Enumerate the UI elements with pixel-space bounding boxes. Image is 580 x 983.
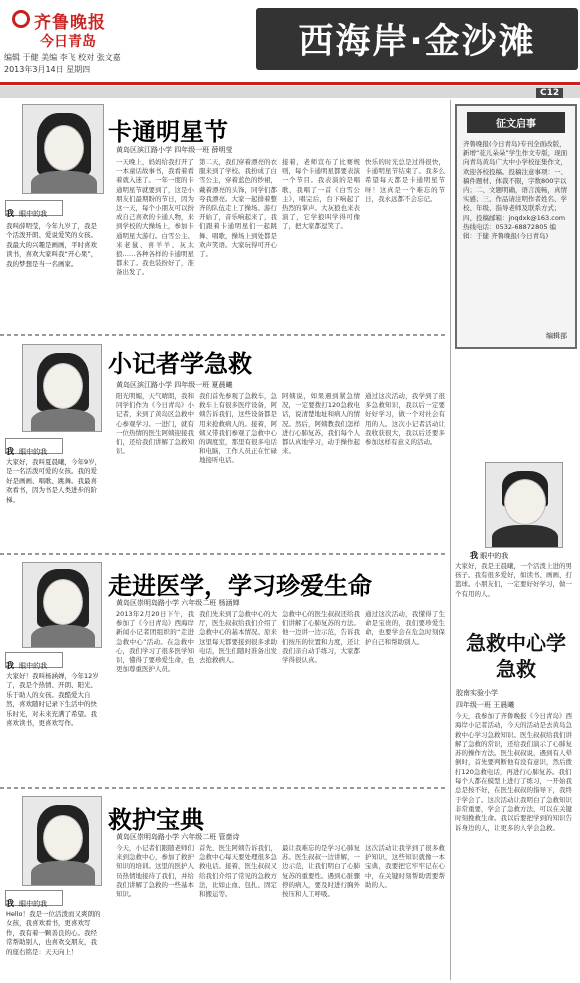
article-3-self-desc: 大家好！我叫杨涵婵，今年12岁了，我是个热情、开朗、阳光、乐于助人的女孩。我酷爱大自然，喜欢随时记录下生活中的快乐时光，对未来充满了希望。我喜欢读书，更喜欢写作。 [6,672,99,728]
logo-text: 齐鲁晚报 [34,13,106,33]
article-1-col-1: 一天晚上，妈妈给我打开了一本童话故事书，我看着看着就入迷了。一年一度的卡通明星节就要到了，这是小朋友们最期盼的节日，因为这一天，每个小朋友可以扮成自己喜欢的卡通人物，来到学校的大操场上，参加卡通明星大游行。白雪公主、米老鼠、喜羊羊、灰太狼……各种各样的卡通明星都来了。我也装扮好了，准备出发了。 [116,158,194,277]
article-4-title: 救护宝典 [108,806,204,834]
sidebar-article-byline-2: 四年级一班 王晨曦 [456,701,515,709]
article-1-self-desc: 我叫薛明莹，今年九岁了，我是个活泼开朗、爱说爱笑的女孩。我最大的兴趣是画画，平时喜欢读书，喜欢大家叫我“开心果”，我的梦想是当一名画家。 [6,222,98,268]
sidebar-article-text: 今天，我参加了齐鲁晚报《今日青岛》西海岸小记者活动，今天的活动是去黄岛急救中心学习急救知识。医生叔叔给我们讲解了急救的常识，还给我们演示了心肺复苏的操作方法。医生叔叔说，遇到有人晕倒时，首先要判断他有没有意识，然后拨打120急救电话，再进行心肺复苏。我们每个人都在模型上进行了练习，一开始我总是按不好，在医生叔叔的指导下，我终于学会了。这次活动让我明白了急救知识非常重要，学会了急救方法，可以在关键时刻挽救生命。我以后要把学到的知识告诉身边的人，让更多的人学会急救。 [455,712,572,832]
article-1-byline: 黄岛区滨江路小学 四年级一班 薛明莹 [116,146,233,154]
header-rule [0,82,580,85]
sidebar-article-title: 急救中心学急救 [466,631,566,681]
article-4-byline: 黄岛区崇明岛路小学 六年级二班 管啬诗 [116,833,240,841]
article-2-me-badge: 我 眼中的我 [5,438,63,454]
article-divider [0,787,448,789]
article-1-title: 卡通明星节 [108,118,228,146]
article-1-me-badge: 我 眼中的我 [5,200,63,216]
article-divider [0,553,448,555]
banner-title: 西海岸·金沙滩 [298,22,536,62]
logo-emblem-icon [12,10,30,28]
sidebar-self-desc: 大家好，我是王晨曦，一个活泼上进的男孩子。我有很多爱好，如读书、画画、打篮球。小朋友们，一定要好好学习，做一个有用的人。 [455,562,572,598]
article-2-col-4: 通过这次活动，我学到了很多急救知识，我以后一定要好好学习，做一个对社会有用的人。这次小记者活动让我收获很大，我以后还要多参加这样有意义的活动。 [365,392,445,447]
article-1-col-3: 接着，老师宣布了比赛规则，每个卡通明星都要表演一个节目。我表演的是唱歌，我唱了一首《白雪公主》，唱完后，台下响起了热烈的掌声。大灰狼也来表演了，它学狼叫学得可像了，把大家都逗笑了。 [282,158,360,231]
article-2-byline: 黄岛区滨江路小学 四年级一班 夏晨曦 [116,381,233,389]
article-divider [0,334,448,336]
sidebar-me-badge: 我 眼中的我 [470,551,509,560]
notice-sign: 编辑部 [546,332,567,340]
article-3-col-4: 通过这次活动，我懂得了生命是宝贵的，我们要珍爱生命，也要学会在危急时刻保护自己和帮助别人。 [365,610,445,646]
newspaper-logo [8,6,118,32]
article-3-byline: 黄岛区崇明岛路小学 六年级二班 杨涵婵 [116,599,240,607]
article-2-col-3: 阿姨说，如果遇到紧急情况，一定要拨打120急救电话，说清楚地址和病人的情况。然后，阿姨教我们怎样进行心肺复苏，我们每个人都认真地学习，动手操作起来。 [282,392,360,456]
article-2-title: 小记者学急救 [108,350,252,378]
article-2-self-desc: 大家好，我叫夏晨曦，今年9岁，是一名活泼可爱的女孩。我的爱好是画画、唱歌、跳舞。我最喜欢看书，因为书是人类进步的阶梯。 [6,458,102,504]
section-name: 今日青岛 [40,34,96,50]
notice-body: 齐鲁晚报(今日青岛)专刊全面改版，新增“花儿朵朵”学生作文专版，现面向青岛黄岛广大中小学校征集作文，欢迎各校投稿。投稿注意事项：一、稿件题材、体裁不限，字数800字以内；二、文题明确，语言流畅，真情实感；三、作品请注明作者姓名、学校、年级、指导老师及联系方式；四、投稿邮箱：jnqdxk@163.com 热线电话：0532-68872805 编辑：于健 齐鲁晚报(今日青岛) [463,140,568,241]
article-3-me-badge: 我 眼中的我 [5,652,63,668]
article-4-self-desc: Hello！我是一位活泼而又爽朗的女孩，我喜欢看书，更喜欢写作，我有着一颗善良的心。我经常帮助别人，也喜欢交朋友，我的座右铭是：天天向上！ [6,910,101,956]
article-3-col-1: 2013年2月20日下午，我参加了《今日青岛》西海岸新闻小记者团组织的“走进急救中心”活动。在急救中心，我们学习了很多医学知识，懂得了要珍爱生命，也更加尊重医护人员。 [116,610,194,674]
sidebar-photo [485,462,563,548]
article-2-col-2: 我们首先参观了急救车，急救车上有很多医疗设备，阿姨告诉我们，这些设备都是用来抢救病人的。接着，阿姨又带我们参观了急救中心的调度室，那里有很多电话和电脑，工作人员正在忙碌地接听电话。 [199,392,277,465]
article-3-photo [22,562,102,648]
article-4-me-badge: 我 眼中的我 [5,890,63,906]
article-3-col-3: 急救中心的医生叔叔还给我们讲解了心肺复苏的方法。他一边讲一边示范，告诉我们按压的位置和力度，还让我们亲自动手练习，大家都学得很认真。 [282,610,360,665]
article-1-col-2: 第二天，我们穿着漂亮的衣服来到了学校。我扮成了白雪公主，穿着蓝色的纱裙，戴着漂亮的头饰，同学们都夸我漂亮。大家一起排着整齐的队伍走上了操场。游行开始了，音乐响起来了，我们跟着卡通明星们一起跳舞、唱歌，操场上到处都是欢声笑语。大家玩得可开心了。 [199,158,277,259]
article-2-col-1: 阳光明媚，天气晴朗，我和同学们作为《今日青岛》小记者，来到了黄岛区急救中心参观学习。一进门，就有一位热情的医生阿姨迎接我们，还给我们讲解了急救知识。 [116,392,194,456]
article-3-title: 走进医学，学习珍爱生命 [108,572,372,600]
article-3-col-2: 我们先来到了急救中心的大厅，医生叔叔给我们介绍了急救中心的基本情况。原来这里每天都要接到很多求助电话，医生们随时准备出发去抢救病人。 [199,610,277,665]
call-for-submissions [455,104,577,349]
header-band [0,86,580,98]
page-number: C12 [536,88,563,98]
article-4-col-4: 这次活动让我学到了很多救护知识，这些知识就像一本宝典，我要把它牢牢记在心中，在关键时刻帮助需要帮助的人。 [365,844,445,889]
article-4-col-1: 今天，小记者们跟随老师们来到急救中心，参加了救护知识的培训。这里的医护人员热情地接待了我们，并给我们讲解了急救的一些基本知识。 [116,844,194,899]
sidebar-article-byline: 胶南实验小学 [456,689,498,697]
article-2-photo [22,344,102,432]
notice-title: 征文启事 [467,112,565,133]
page-banner [256,8,578,70]
article-1-col-4: 快乐的时光总是过得很快，卡通明星节结束了。我多么希望每天都是卡通明星节呀！这真是一个难忘的节日，我永远都不会忘记。 [365,158,445,203]
article-4-col-2: 首先，医生阿姨告诉我们，急救中心每天要处理很多急救电话。接着，医生叔叔又给我们介绍了常见的急救方法，比如止血、包扎、固定和搬运等。 [199,844,277,899]
article-4-col-3: 最让我难忘的是学习心肺复苏。医生叔叔一边讲解，一边示范，让我们明白了心肺复苏的重要性。遇到心脏骤停的病人，要及时进行胸外按压和人工呼吸。 [282,844,360,899]
credits: 编辑 于健 美编 李飞 校对 张文嘉 [4,53,121,62]
article-4-photo [22,796,102,886]
issue-date: 2013年3月14日 星期四 [4,65,91,74]
article-1-photo [22,104,104,194]
